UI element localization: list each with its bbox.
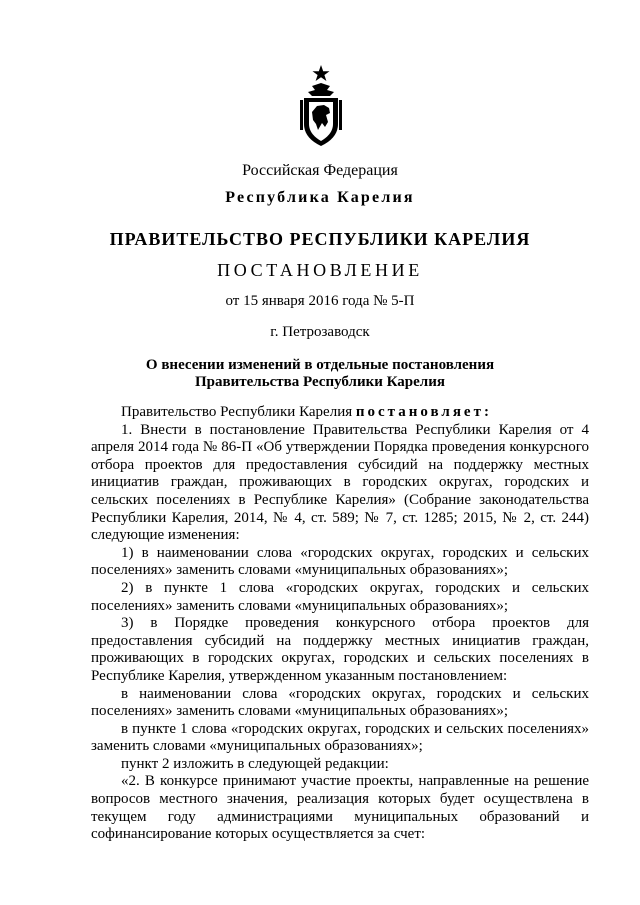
intro-verb: постановляет: xyxy=(355,404,492,420)
intro-paragraph xyxy=(91,404,589,422)
republic-name: Республика Карелия xyxy=(225,189,415,206)
paragraph: 1) в наименовании слова «городских округах, городских и сельских поселениях» заменить словами «муниципальных образованиях»; xyxy=(91,544,589,579)
karelia-coat-of-arms-icon xyxy=(298,64,344,148)
paragraph: «2. В конкурсе принимают участие проекты, направленные на решение вопросов местного значения, реализация которых будет осуществлена в текущем году администрациями муниципальных образований и софинансирование которых осуществляется за счет: xyxy=(91,773,589,843)
government-name: ПРАВИТЕЛЬСТВО РЕСПУБЛИКИ КАРЕЛИЯ xyxy=(109,229,531,249)
star-icon xyxy=(313,65,330,81)
document-type: ПОСТАНОВЛЕНИЕ xyxy=(217,260,423,280)
intro-text: Правительство Республики Карелия xyxy=(121,404,353,420)
paragraph: пункт 2 изложить в следующей редакции: xyxy=(121,755,389,772)
paragraph: в наименовании слова «городских округах, городских и сельских поселениях» заменить словами «муниципальных образованиях»; xyxy=(91,685,589,720)
paragraph: 1. Внести в постановление Правительства Республики Карелия от 4 апреля 2014 года № 86-П «Об утверждении Порядка проведения конкурсного отбора проектов для предоставления субсидий на поддержку местных инициатив граждан, проживающих в городских округах, городских и сельских поселениях в Республике Карелия» (Собрание законодательства Республики Карелия, 2014, № 4, ст. 589; № 7, ст. 1285; 2015, № 2, ст. 244) следующие изменения: xyxy=(91,421,589,544)
paragraph: 2) в пункте 1 слова «городских округах, городских и сельских поселениях» заменить словами «муниципальных образованиях»; xyxy=(91,579,589,614)
rays-icon xyxy=(308,83,334,96)
document-city: г. Петрозаводск xyxy=(270,324,370,340)
paragraph: в пункте 1 слова «городских округах, городских и сельских поселениях» заменить словами «муниципальных образованиях»; xyxy=(91,720,589,755)
document-body xyxy=(91,404,589,844)
document-title xyxy=(0,357,640,391)
title-line-1: О внесении изменений в отдельные постановления xyxy=(145,357,495,373)
paragraph: 3) в Порядке проведения конкурсного отбора проектов для предоставления субсидий на поддержку местных инициатив граждан, проживающих в городских округах, городских и сельских поселениях в Республике Карелия, утвержденном указанным постановлением: xyxy=(91,615,589,684)
title-line-2: Правительства Республики Карелия xyxy=(195,374,445,390)
document-date: от 15 января 2016 года № 5-П xyxy=(225,293,415,309)
federation-name: Российская Федерация xyxy=(242,162,398,179)
